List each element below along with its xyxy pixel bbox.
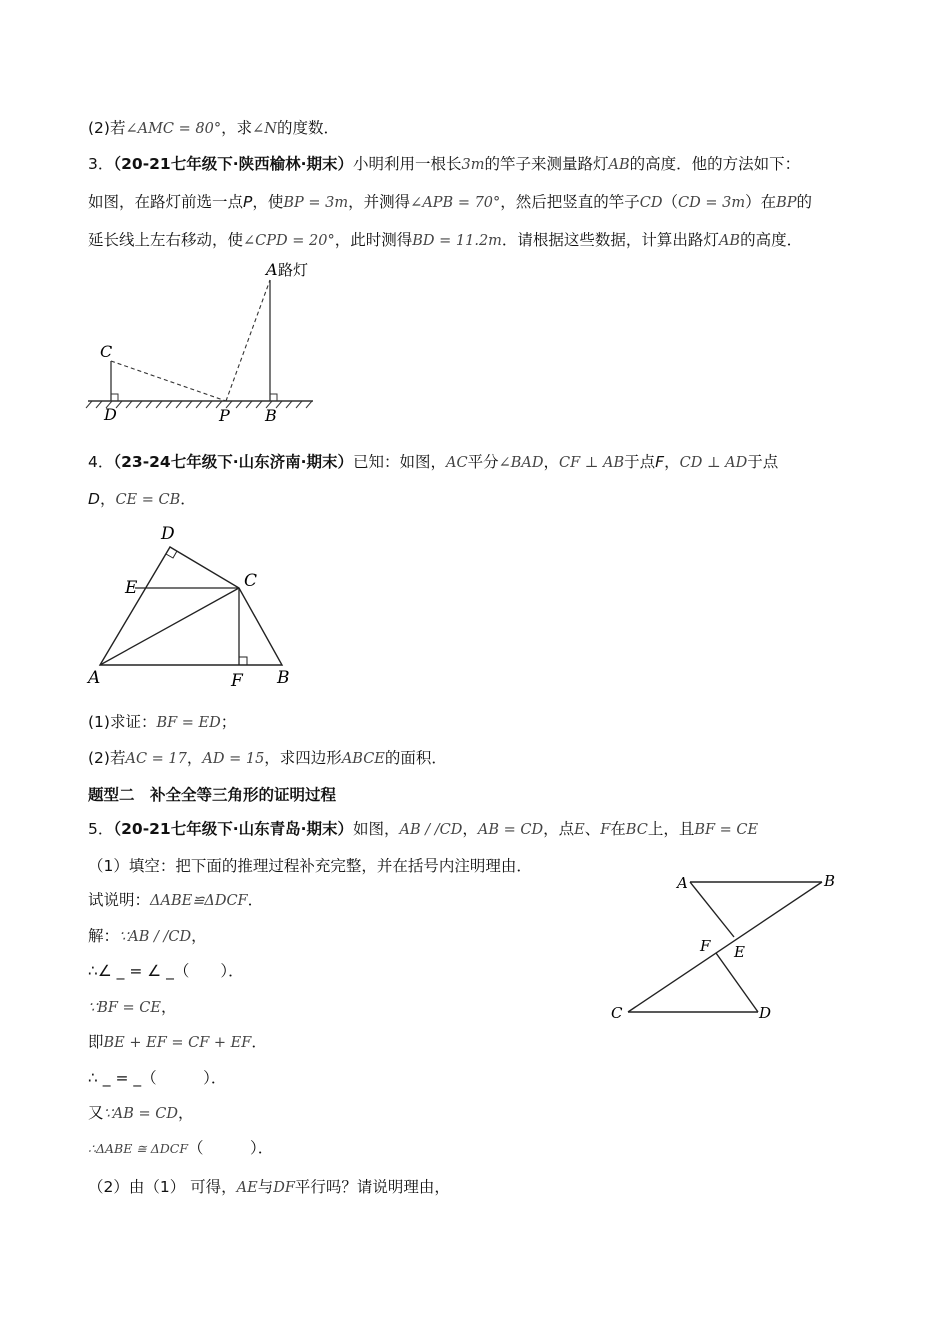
q5-step6-expr: ∴ΔABE ≅ ΔDCF [88, 1141, 189, 1156]
q5-step3-expr: BE + EF = CF + EF [103, 1035, 252, 1051]
q4-part2-prefix: (2)若 [88, 749, 126, 767]
q2-part2-expr: ∠AMC = 80° [125, 121, 222, 137]
q5-text: ， [462, 820, 478, 838]
q5-step5 [88, 1102, 193, 1125]
q3-ab2: AB [718, 233, 741, 249]
q3-fig-label-c: C [100, 342, 113, 361]
q5-fig-label-d: D [759, 1004, 772, 1022]
q5-text: 即 [88, 1033, 104, 1051]
q5-step2 [88, 996, 177, 1019]
q4-figure [80, 520, 310, 695]
q3-text: 的高度． [740, 231, 803, 249]
q5-part2-df: DF [273, 1180, 295, 1196]
q5-text: 如图， [352, 820, 400, 838]
section-heading: 题型二 补全全等三角形的证明过程 [88, 786, 337, 804]
q5-fig-label-f: F [700, 937, 711, 955]
q3-line3 [88, 229, 802, 252]
q4-part1-expr: BF = ED [156, 715, 221, 731]
q5-sol-prefix: 解： [88, 927, 120, 945]
q5-text: ． [251, 1033, 267, 1051]
q4-fig-label-a: A [88, 668, 101, 688]
q4-text: 已知：如图， [352, 453, 446, 471]
q5-text: 上，且 [647, 820, 695, 838]
q5-fig-label-a: A [677, 874, 688, 892]
q3-text: 如图，在路灯前选一点 [88, 193, 244, 211]
q3-apb: ∠APB = 70° [410, 195, 501, 211]
q5-part2 [88, 1176, 450, 1199]
q5-text: 、 [584, 820, 601, 838]
q5-line1 [88, 818, 758, 841]
q5-try-prefix: 试说明： [88, 891, 151, 909]
q4-bad: ∠BAD [498, 455, 544, 471]
q4-text: 于点 [747, 453, 779, 471]
q3-line2 [88, 191, 812, 214]
q3-figure [80, 258, 330, 428]
q3-bd: BD = 11.2m [412, 233, 502, 249]
q2-part2-line [88, 117, 339, 140]
q4-part1-prefix: (1)求证： [88, 713, 157, 731]
q5-text: 在 [610, 820, 626, 838]
q5-fig-label-e: E [734, 943, 745, 961]
q4-part2-ac: AC = 17 [125, 751, 187, 767]
q2-part2-expr2: ∠N [252, 121, 277, 137]
q5-text: ， [191, 927, 207, 945]
q5-abeqcd: AB = CD [477, 822, 544, 838]
q5-try [88, 889, 263, 912]
q5-fig-label-b: B [824, 872, 836, 890]
q3-fig-label-b: B [265, 406, 277, 425]
q2-part2-mid: ，求 [221, 119, 253, 137]
q5-text: 与 [257, 1178, 274, 1196]
q5-text: （ ）． [188, 1139, 274, 1157]
q3-text: 的 [796, 193, 813, 211]
q5-step2-expr: ∵BF = CE [88, 1000, 161, 1016]
q4-text: ， [543, 453, 560, 471]
q3-line1 [88, 153, 800, 176]
q5-point-e: E [574, 822, 585, 838]
q4-source: （23-24七年级下·山东济南·期末） [113, 453, 353, 471]
q3-point-p: P [243, 193, 253, 211]
q5-number: 5． [88, 820, 114, 838]
q4-line2 [88, 488, 196, 511]
q5-text: 又 [88, 1104, 104, 1122]
q5-step4: ∴ _ = _（ ）． [88, 1069, 227, 1087]
q3-text: 的竿子来测量路灯 [484, 155, 609, 173]
q3-cd: CD [639, 195, 663, 211]
q5-abcd: AB / /CD [399, 822, 463, 838]
q3-ab: AB [608, 157, 630, 173]
q3-source: （20-21七年级下·陕西榆林·期末） [113, 155, 353, 173]
q3-text: ，此时测得 [334, 231, 413, 249]
q4-line1 [88, 451, 778, 474]
q4-text: ， [664, 453, 680, 471]
q4-text: ． [180, 490, 196, 508]
q4-cecb: CE = CB [115, 492, 181, 508]
q3-fig-label-d: D [104, 405, 117, 424]
q4-part2-abce: ABCE [341, 751, 385, 767]
q4-point-d: D [88, 490, 100, 508]
q3-bp2: BP [776, 195, 797, 211]
q3-text: ，并测得 [348, 193, 411, 211]
q5-part2-prefix: （2）由（1） 可得， [88, 1178, 237, 1196]
q4-ac: AC [446, 455, 468, 471]
q4-point-f: F [655, 453, 665, 471]
q4-part2-ad: AD = 15 [202, 751, 265, 767]
q4-text: ，求四边形 [264, 749, 342, 767]
q3-text: （ [662, 193, 679, 211]
q4-part1-suffix: ； [220, 713, 237, 731]
q3-text: ．请根据这些数据，计算出路灯 [501, 231, 719, 249]
q4-fig-label-d: D [161, 524, 175, 544]
q3-fig-lamp-label: 路灯 [278, 261, 309, 279]
q5-step5-expr: ∵AB = CD [103, 1106, 178, 1122]
q3-text: ）在 [745, 193, 777, 211]
q4-text: 的面积． [384, 749, 447, 767]
q5-step6 [88, 1137, 273, 1160]
q4-fig-label-f: F [231, 671, 243, 691]
q5-part1: （1）填空：把下面的推理过程补充完整，并在括号内注明理由． [88, 857, 532, 875]
q3-cpd: ∠CPD = 20° [243, 233, 335, 249]
q3-text: 延长线上左右移动，使 [88, 231, 244, 249]
q4-text: 平分 [467, 453, 499, 471]
q5-step3 [88, 1031, 267, 1054]
q4-text: ， [99, 490, 116, 508]
q5-text: ， [177, 1104, 194, 1122]
q3-number: 3． [88, 155, 114, 173]
q3-cd3: CD = 3m [678, 195, 746, 211]
q5-point-f: F [600, 822, 611, 838]
q4-text: 于点 [624, 453, 656, 471]
q3-text: 的高度．他的方法如下： [629, 155, 801, 173]
q5-text: ． [247, 891, 264, 909]
q5-source: （20-21七年级下·山东青岛·期末） [113, 820, 353, 838]
q4-part2 [88, 747, 447, 770]
q4-part1 [88, 711, 236, 734]
q3-text: 小明利用一根长 [352, 155, 462, 173]
q2-part2-prefix: (2)若 [88, 119, 126, 137]
q3-fig-label-a: A [266, 260, 278, 279]
q4-fig-label-b: B [277, 668, 290, 688]
q4-fig-label-e: E [125, 578, 138, 598]
q4-cdad: CD ⊥ AD [679, 455, 748, 471]
q2-part2-suffix: 的度数． [276, 119, 339, 137]
q4-number: 4． [88, 453, 114, 471]
q4-text: ， [186, 749, 203, 767]
q5-solution [88, 925, 207, 948]
q5-fig-label-c: C [611, 1004, 623, 1022]
q3-text: ，使 [252, 193, 284, 211]
q3-bp: BP = 3m [283, 195, 349, 211]
q5-sol-expr: ∵AB / /CD [119, 929, 192, 945]
q5-text: ，点 [543, 820, 575, 838]
q4-cfab: CF ⊥ AB [559, 455, 625, 471]
q4-fig-label-c: C [244, 571, 258, 591]
q3-length: 3m [461, 157, 485, 173]
q3-fig-label-p: P [219, 406, 230, 425]
q5-figure [605, 866, 845, 1026]
q3-text: ，然后把竖直的竿子 [500, 193, 640, 211]
q5-text: ， [161, 998, 177, 1016]
q5-step1: ∴∠ _ = ∠ _（ ）． [88, 962, 244, 980]
q5-part2-ae: AE [236, 1180, 258, 1196]
q5-bfce: BF = CE [694, 822, 759, 838]
q5-text: 平行吗？请说明理由， [294, 1178, 450, 1196]
q5-try-expr: ΔABE≌ΔDCF [150, 893, 248, 909]
q5-bc: BC [625, 822, 648, 838]
